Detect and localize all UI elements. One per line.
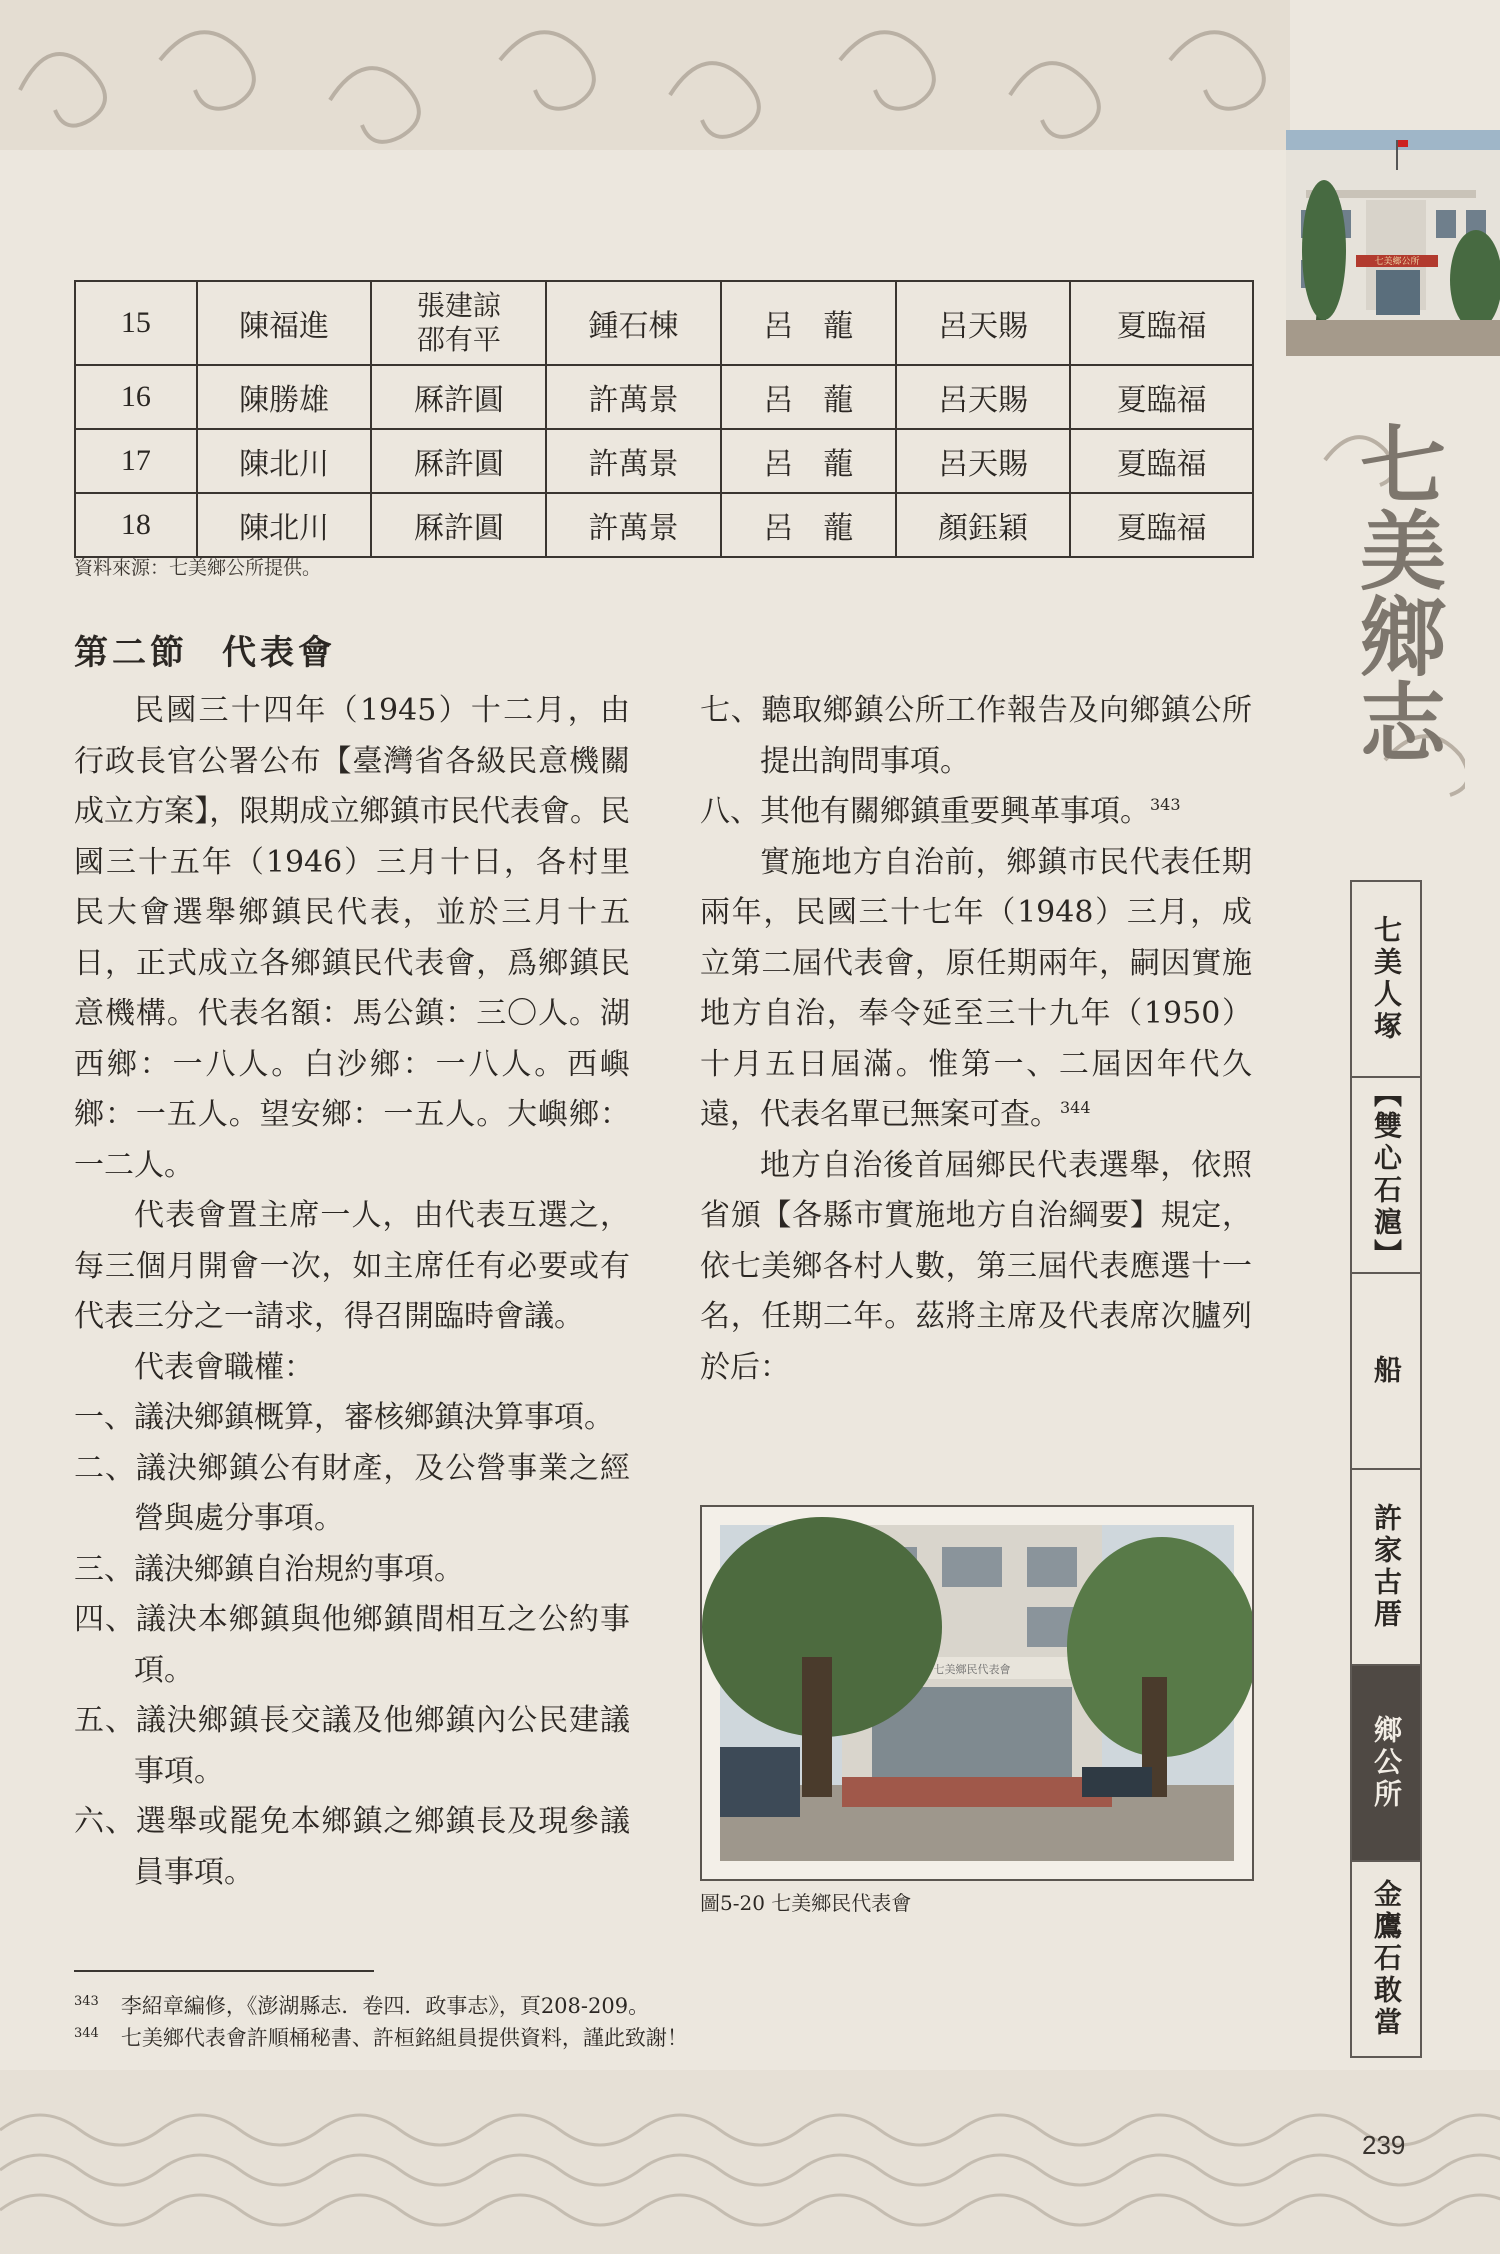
- table-cell: 18: [75, 493, 197, 557]
- table-cell: 顏鈺穎: [896, 493, 1071, 557]
- table-cell: 夏臨福: [1070, 281, 1253, 365]
- list-item: 四、議決本鄉鎮與他鄉鎮間相互之公約事項。: [74, 1602, 630, 1688]
- cloud-pattern-top: [0, 0, 1290, 180]
- book-title-block: [1315, 400, 1465, 820]
- representatives-table: [74, 280, 1254, 558]
- footnote-number: 344: [74, 2026, 99, 2041]
- footnote-text: 七美鄉代表會許順桶秘書、許桓銘組員提供資料，謹此致謝！: [120, 2026, 688, 2050]
- paragraph: 民國三十四年（1945）十二月，由行政長官公署公布【臺灣省各級民意機關成立方案】，限期成立鄉鎮市民代表會。民國三十五年（1946）三月十日，各村里民大會選舉鄉鎮民代表，並於三月十五日，正式成立各鄉鎮民代表會，爲鄉鎮民意機構。代表名額：馬公鎮：三〇人。湖西鄉：一八人。白沙鄉：一八人。西嶼鄉：一五人。望安鄉：一五人。大嶼鄉：一二人。: [74, 693, 630, 1183]
- right-column: [700, 686, 1252, 1393]
- table-cell: 厤許圓: [371, 429, 546, 493]
- tab-label: 金鷹石敢當: [1370, 1879, 1403, 2039]
- section-title: 代表會: [222, 633, 336, 673]
- figure-caption: 圖5-20 七美鄉民代表會: [700, 1891, 912, 1915]
- table-cell: 陳勝雄: [197, 365, 372, 429]
- page-number: 239: [1362, 2130, 1406, 2160]
- tab-hsu-residence[interactable]: [1352, 1470, 1420, 1666]
- table-row: [75, 365, 1253, 429]
- photo-top-sign-text: 七美鄉公所: [1374, 257, 1420, 267]
- table-cell: 夏臨福: [1070, 365, 1253, 429]
- table-cell: 呂天賜: [896, 429, 1071, 493]
- tab-township-office[interactable]: [1352, 1666, 1420, 1862]
- table-cell: 夏臨福: [1070, 493, 1253, 557]
- figure-sign-text: 七美鄉民代表會: [933, 1663, 1011, 1676]
- tab-eagle-stone[interactable]: [1352, 1862, 1420, 2056]
- table-source-note: 資料來源：七美鄉公所提供。: [74, 557, 322, 579]
- tab-label: 鄉公所: [1370, 1715, 1403, 1811]
- table-cell: 陳福進: [197, 281, 372, 365]
- table-row: [75, 281, 1253, 365]
- table-cell: 呂 蘢: [721, 365, 896, 429]
- footnote: [74, 1990, 649, 2020]
- table-cell: 夏臨福: [1070, 429, 1253, 493]
- list-item: 二、議決鄉鎮公有財產，及公營事業之經營與處分事項。: [74, 1450, 630, 1536]
- table-cell: 呂天賜: [896, 365, 1071, 429]
- list-item: 六、選舉或罷免本鄉鎮之鄉鎮長及現參議員事項。: [74, 1804, 630, 1890]
- list-item: [700, 787, 1252, 838]
- table-cell: 陳北川: [197, 429, 372, 493]
- table-cell: 15: [75, 281, 197, 365]
- tab-stone-tomb[interactable]: [1352, 882, 1420, 1078]
- table-cell: 呂 蘢: [721, 493, 896, 557]
- table-cell: 陳北川: [197, 493, 372, 557]
- table-cell: 呂 蘢: [721, 281, 896, 365]
- tab-label: 【雙心石滬】: [1370, 1079, 1403, 1271]
- tab-twin-heart-weir[interactable]: [1352, 1078, 1420, 1274]
- table-cell: 張建諒 邵有平: [371, 281, 546, 365]
- section-heading: [74, 625, 336, 674]
- representative-council-photo: [702, 1507, 1252, 1879]
- table-row: [75, 429, 1253, 493]
- footnote-ref[interactable]: 344: [1060, 1098, 1091, 1117]
- footnote-number: 343: [74, 1994, 99, 2009]
- tab-label: 船: [1370, 1355, 1403, 1387]
- paragraph: 代表會職權：: [134, 1349, 314, 1385]
- tab-label: 許家古厝: [1370, 1503, 1403, 1631]
- list-item: 一、議決鄉鎮概算，審核鄉鎮決算事項。: [74, 1400, 614, 1435]
- table-cell: 17: [75, 429, 197, 493]
- paragraph-text: 實施地方自治前，鄉鎮市民代表任期兩年，民國三十七年（1948）三月，成立第二屆代表會，原任期兩年，嗣因實施地方自治，奉令延至三十九年（1950）十月五日屆滿。惟第一、二屆因年代久遠，代表名單已無案可查。: [700, 844, 1252, 1132]
- table-cell: 鍾石棟: [546, 281, 721, 365]
- list-item: 七、聽取鄉鎮公所工作報告及向鄉鎮公所提出詢問事項。: [700, 693, 1252, 779]
- tab-label: 七美人塚: [1370, 915, 1403, 1043]
- tab-boat[interactable]: [1352, 1274, 1420, 1470]
- table-cell: 16: [75, 365, 197, 429]
- paragraph: 代表會置主席一人，由代表互選之，每三個月開會一次，如主席任有必要或有代表三分之一請求，得召開臨時會議。: [74, 1198, 630, 1334]
- paragraph: 地方自治後首屆鄉民代表選舉，依照省頒【各縣市實施地方自治綱要】規定，依七美鄉各村人數，第三屆代表應選十一名，任期二年。茲將主席及代表席次臚列於后：: [700, 1147, 1252, 1385]
- paragraph: [700, 838, 1252, 1141]
- book-title: 七美鄉志: [1345, 420, 1446, 764]
- footnote-divider: [74, 1970, 374, 1972]
- table-cell: 許萬景: [546, 493, 721, 557]
- table-cell: 厤許圓: [371, 365, 546, 429]
- wave-pattern-bottom: [0, 2070, 1500, 2254]
- table-cell: 許萬景: [546, 365, 721, 429]
- chapter-tabs: [1350, 880, 1422, 2058]
- footnote: [74, 2022, 688, 2052]
- footnote-ref[interactable]: 343: [1150, 795, 1181, 814]
- table-cell: 呂 蘢: [721, 429, 896, 493]
- section-number: 第二節: [74, 633, 188, 673]
- table-row: [75, 493, 1253, 557]
- figure-photo: [700, 1505, 1254, 1881]
- table-cell: 呂天賜: [896, 281, 1071, 365]
- list-item: 五、議決鄉鎮長交議及他鄉鎮內公民建議事項。: [74, 1703, 630, 1789]
- footnote-text: 李紹章編修，《澎湖縣志．卷四．政事志》，頁208-209。: [120, 1994, 650, 2018]
- table-cell: 許萬景: [546, 429, 721, 493]
- list-item-text: 八、其他有關鄉鎮重要興革事項。: [700, 794, 1150, 829]
- table-cell: 厤許圓: [371, 493, 546, 557]
- left-column: [74, 686, 630, 1898]
- list-item: 三、議決鄉鎮自治規約事項。: [74, 1551, 464, 1587]
- office-building-photo: [1286, 130, 1500, 356]
